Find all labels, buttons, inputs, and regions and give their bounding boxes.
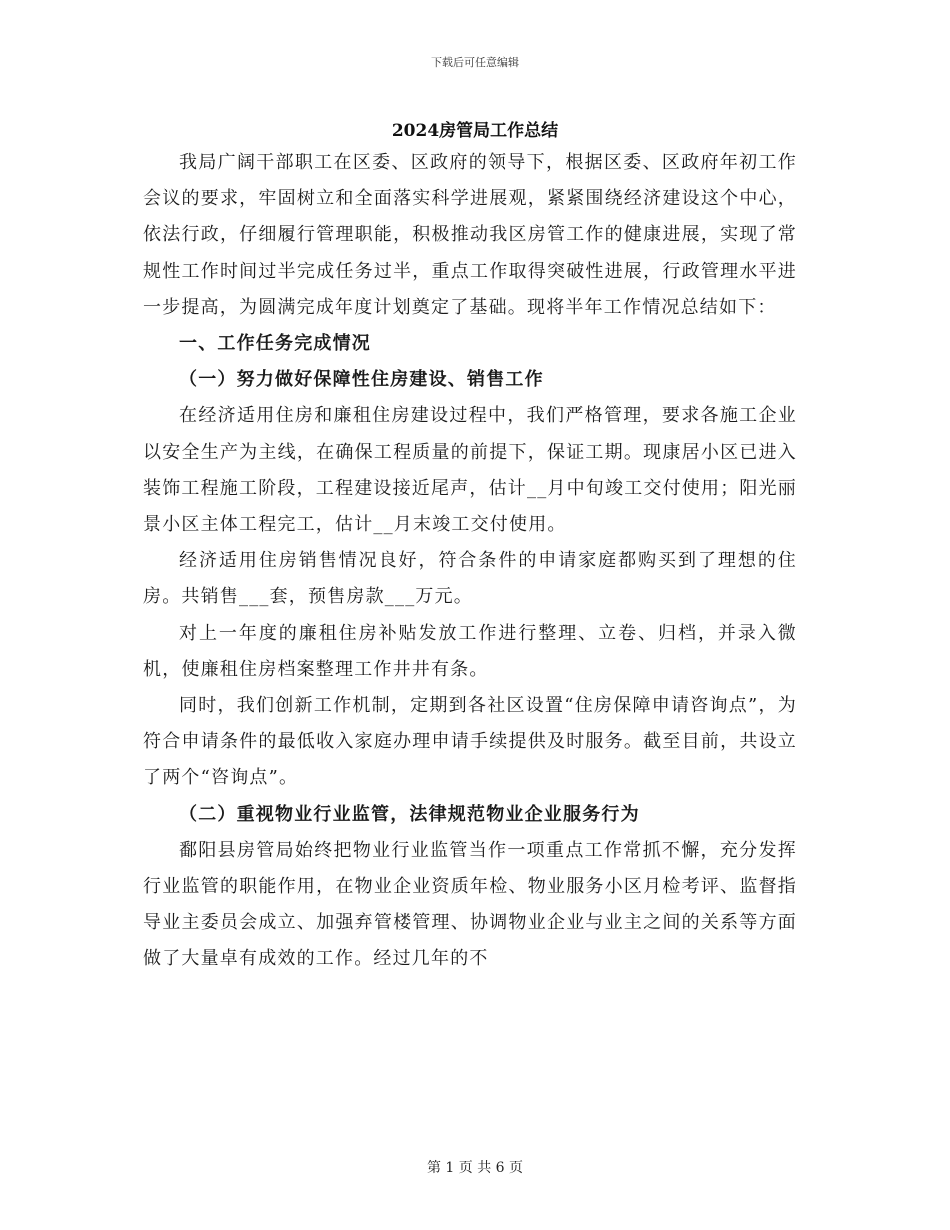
subsection-heading-1: （一）努力做好保障性住房建设、销售工作 [179,369,544,391]
paragraph-construction: 在经济适用住房和廉租住房建设过程中，我们严格管理，要求各施工企业以安全生产为主线，在确保工程质量的前提下，保证工期。现康居小区已进入装饰工程施工阶段，工程建设接近尾声，估计__月中旬竣工交付使用；阳光丽景小区主体工程完工，估计__月末竣工交付使用。 [143,405,797,536]
document-body [143,145,797,978]
page-number: 第 1 页 共 6 页 [426,1160,524,1176]
header-note: 下载后可任意编辑 [431,56,519,69]
document-title: 2024房管局工作总结 [391,121,559,141]
paragraph-intro: 我局广阔干部职工在区委、区政府的领导下，根据区委、区政府年初工作会议的要求，牢固树立和全面落实科学进展观，紧紧围绕经济建设这个中心，依法行政，仔细履行管理职能，积极推动我区房管工作的健康进展，实现了常规性工作时间过半完成任务过半，重点工作取得突破性进展，行政管理水平进一步提高，为圆满完成年度计划奠定了基础。现将半年工作情况总结如下： [143,152,797,318]
section-heading-1: 一、工作任务完成情况 [179,333,371,355]
subsection-heading-2: （二）重视物业行业监管，法律规范物业企业服务行为 [179,803,640,825]
paragraph-sales: 经济适用住房销售情况良好，符合条件的申请家庭都购买到了理想的住房。共销售___套，预售房款___万元。 [143,550,797,608]
paragraph-property-supervision: 鄱阳县房管局始终把物业行业监管当作一项重点工作常抓不懈，充分发挥行业监管的职能作用，在物业企业资质年检、物业服务小区月检考评、监督指导业主委员会成立、加强弃管楼管理、协调物业企业与业主之间的关系等方面做了大量卓有成效的工作。经过几年的不 [143,839,797,970]
paragraph-archives: 对上一年度的廉租住房补贴发放工作进行整理、立卷、归档，并录入微机，使廉租住房档案整理工作井井有条。 [143,622,797,680]
paragraph-consultation: 同时，我们创新工作机制，定期到各社区设置“住房保障申请咨询点”，为符合申请条件的最低收入家庭办理申请手续提供及时服务。截至目前，共设立了两个“咨询点”。 [143,695,797,789]
